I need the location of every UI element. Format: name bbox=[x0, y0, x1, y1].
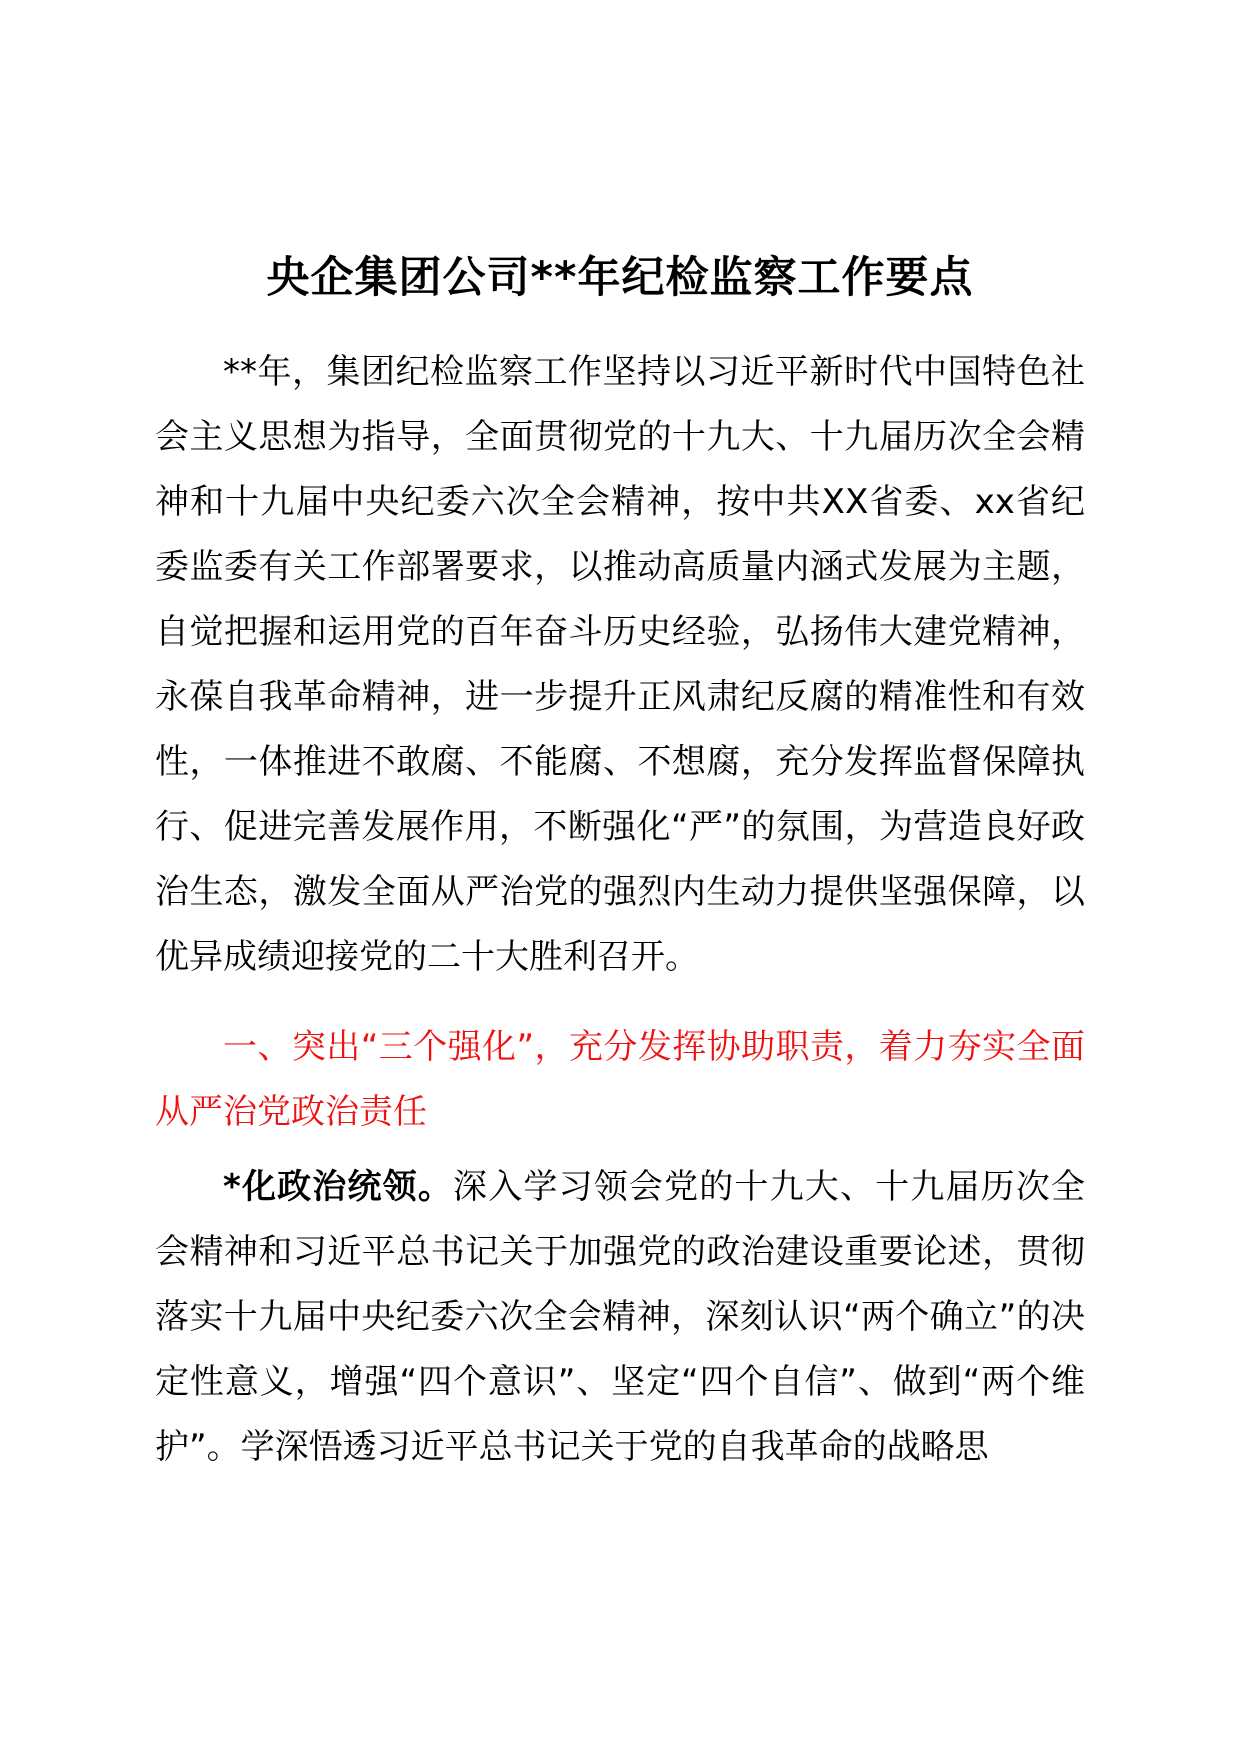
paragraph-2-lead: *化政治统领。 bbox=[223, 1167, 454, 1207]
document-title: 央企集团公司**年纪检监察工作要点 bbox=[266, 253, 974, 303]
paragraph-2-text: 深入学习领会党的十九大、十九届历次全会精神和习近平总书记关于加强党的政治建设重要论述，贯彻落实十九届中央纪委六次全会精神，深刻认识“两个确立”的决定性意义，增强“四个意识”、坚定“四个自信”、做到“两个维护”。学深悟透习近平总书记关于党的自我革命的战略思 bbox=[155, 1167, 1086, 1467]
paragraph-2 bbox=[155, 1155, 1085, 1480]
section-heading-1: 一、突出“三个强化”，充分发挥协助职责，着力夯实全面从严治党政治责任 bbox=[155, 1027, 1085, 1132]
intro-paragraph: **年，集团纪检监察工作坚持以习近平新时代中国特色社会主义思想为指导，全面贯彻党的十九大、十九届历次全会精神和十九届中央纪委六次全会精神，按中共XX省委、xx省纪委监委有关工作部署要求，以推动高质量内涵式发展为主题，自觉把握和运用党的百年奋斗历史经验，弘扬伟大建党精神，永葆自我革命精神，进一步提升正风肃纪反腐的精准性和有效性，一体推进不敢腐、不能腐、不想腐，充分发挥监督保障执行、促进完善发展作用，不断强化“严”的氛围，为营造良好政治生态，激发全面从严治党的强烈内生动力提供坚强保障，以优异成绩迎接党的二十大胜利召开。 bbox=[155, 352, 1085, 977]
